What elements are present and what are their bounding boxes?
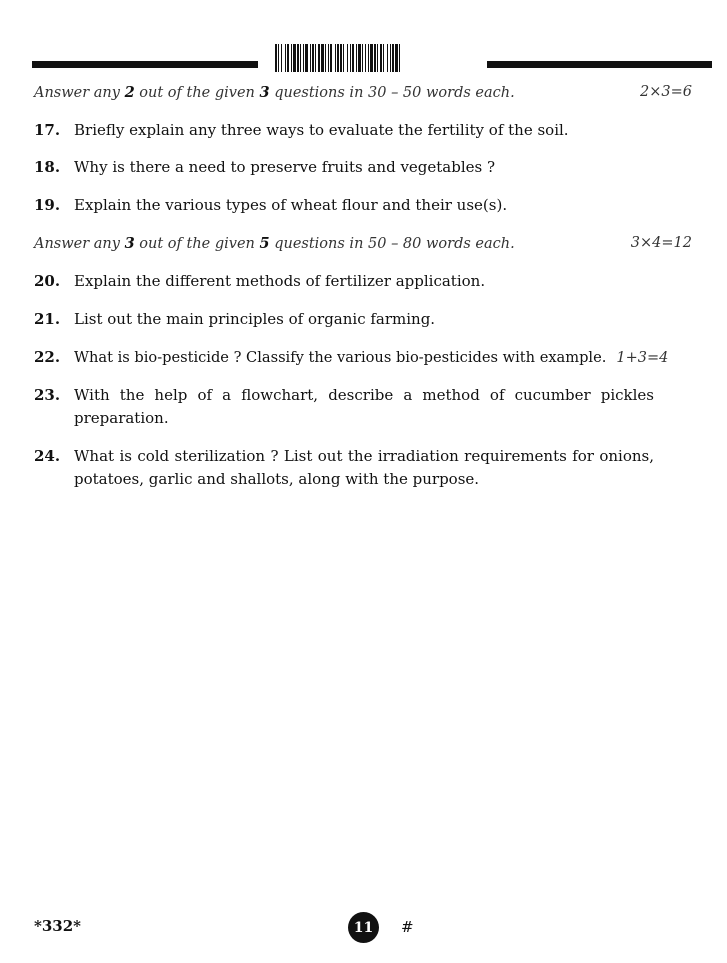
question-marks: 1+3=4 xyxy=(616,350,669,366)
question-item xyxy=(34,346,692,370)
header-rule-right xyxy=(487,61,712,68)
header-rule-left xyxy=(32,61,258,68)
instruction-count: 2 xyxy=(124,84,135,101)
section-marks: 3×4=12 xyxy=(630,235,692,251)
question-item xyxy=(34,445,654,491)
question-number: 23. xyxy=(34,386,61,404)
question-item xyxy=(34,194,654,217)
question-text: Explain the various types of wheat flour and their use(s). xyxy=(74,196,508,214)
section-marks: 2×3=6 xyxy=(640,84,692,100)
instruction-count: 3 xyxy=(124,235,135,252)
question-text: What is bio-pesticide ? Classify the various bio-pesticides with example. xyxy=(74,349,607,366)
instruction-text: questions in 30 – 50 words each. xyxy=(269,85,515,101)
page-number: 11 xyxy=(353,919,374,936)
question-number: 17. xyxy=(34,121,61,139)
question-item xyxy=(34,156,654,179)
question-number: 19. xyxy=(34,196,61,214)
question-number: 20. xyxy=(34,272,61,290)
question-text: Why is there a need to preserve fruits and vegetables ? xyxy=(74,158,496,176)
question-text: List out the main principles of organic farming. xyxy=(74,310,436,328)
question-text: With the help of a flowchart, describe a method of cucumber pickles preparation. xyxy=(74,386,654,427)
page-number-badge xyxy=(348,912,379,943)
question-text: Briefly explain any three ways to evaluate the fertility of the soil. xyxy=(74,121,569,139)
question-number: 24. xyxy=(34,447,61,465)
paper-code: *332* xyxy=(34,917,81,935)
instruction-total: 3 xyxy=(259,84,270,101)
question-number: 21. xyxy=(34,310,61,328)
instruction-total: 5 xyxy=(259,235,270,252)
instruction-text: out of the given xyxy=(134,85,260,101)
instruction-text: questions in 50 – 80 words each. xyxy=(269,236,515,252)
question-text: What is cold sterilization ? List out the irradiation requirements for onions, potatoes, garlic and shallots, along with the purpose. xyxy=(74,447,654,488)
barcode-icon xyxy=(275,44,468,72)
footer-symbol: # xyxy=(401,918,414,936)
question-number: 18. xyxy=(34,158,61,176)
question-number: 22. xyxy=(34,348,61,366)
instruction-text: out of the given xyxy=(134,236,260,252)
section-instruction xyxy=(34,235,692,252)
instruction-text: Answer any xyxy=(34,236,125,252)
question-text: Explain the different methods of fertilizer application. xyxy=(74,272,486,290)
question-item xyxy=(34,384,654,430)
instruction-text: Answer any xyxy=(34,85,125,101)
question-item xyxy=(34,119,654,142)
section-instruction xyxy=(34,84,692,101)
question-item xyxy=(34,270,654,293)
question-item xyxy=(34,308,654,331)
